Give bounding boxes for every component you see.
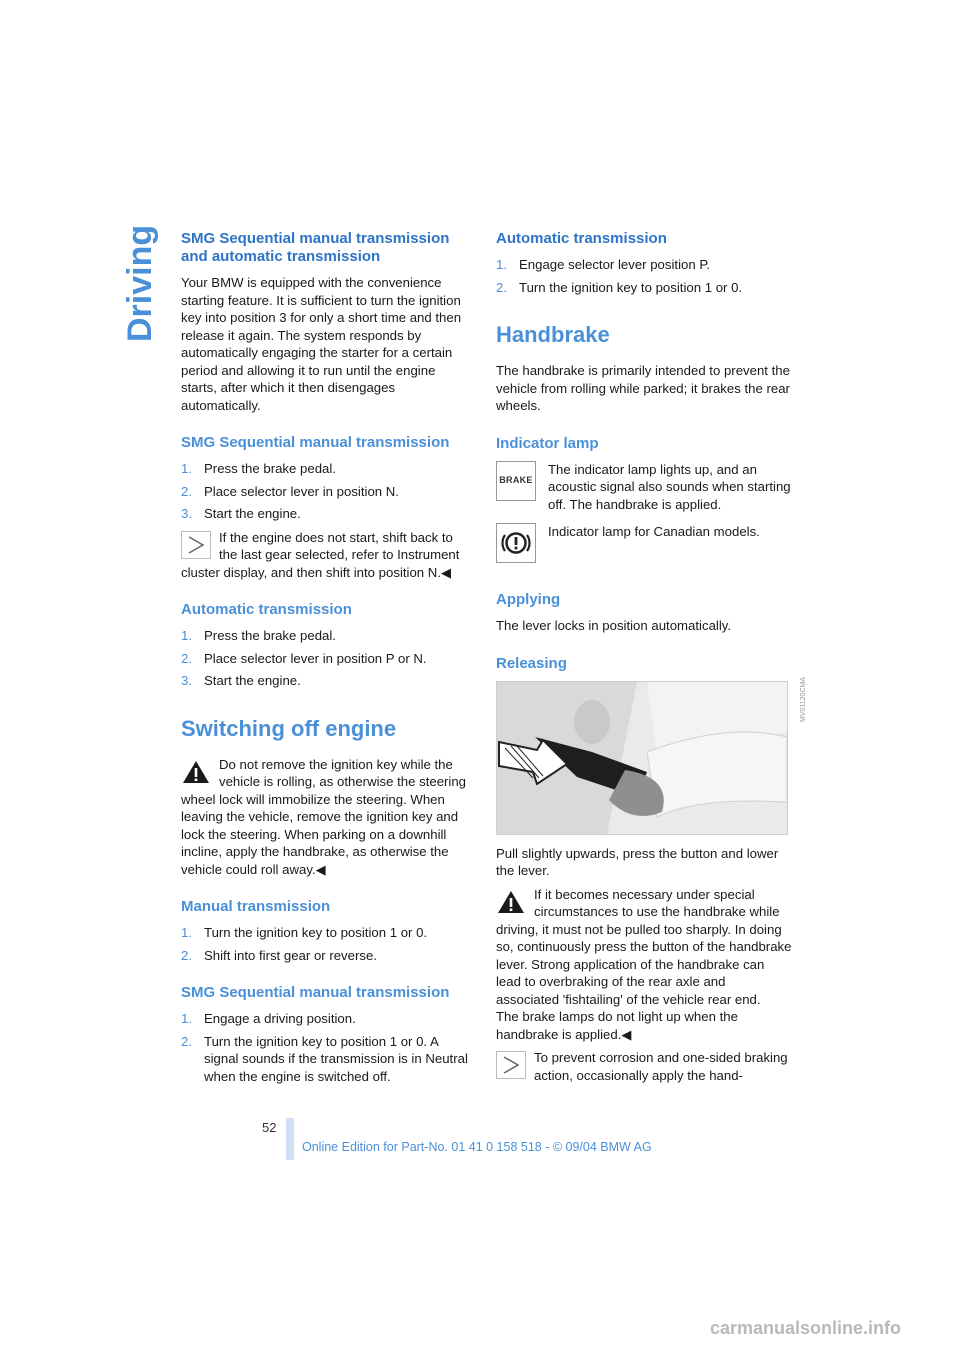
warning-icon — [181, 758, 211, 786]
list-item: 1. Press the brake pedal. — [181, 628, 336, 643]
smg-auto-paragraph: Your BMW is equipped with the convenience starting feature. It is sufficient to turn the ignition key into position 3 for only a short time and then release it again. The system responds by automatically engaging the starter for a certain period and allowing it to run until the engine starts, after which it then disengages automatically. — [181, 275, 462, 413]
list-item: 2. Place selector lever in position N. — [181, 483, 399, 499]
auto-heading-right: Automatic transmission — [496, 230, 667, 247]
note-arrow-icon — [496, 1051, 526, 1079]
left-column — [181, 230, 471, 1091]
releasing-heading: Releasing — [496, 654, 567, 672]
footer-bar — [286, 1118, 294, 1160]
photo-id: MV01120CMA — [800, 676, 807, 722]
page-number: 52 — [262, 1120, 277, 1135]
handbrake-lever-photo — [496, 681, 788, 835]
applying-heading: Applying — [496, 591, 561, 608]
auto-steps-left — [181, 627, 471, 690]
list-item: 2. Turn the ignition key to position 1 or 0. A signal sounds if the transmission is in Neutral when the engine is switched off. — [181, 1033, 468, 1084]
right-column — [496, 230, 792, 1090]
auto-steps-right — [496, 256, 792, 296]
list-item: 1. Engage selector lever position P. — [496, 257, 711, 272]
smg-steps — [181, 460, 471, 523]
manual-heading: Manual transmission — [181, 898, 331, 915]
indicator-heading: Indicator lamp — [496, 434, 599, 452]
releasing-text: Pull slightly upwards, press the button and lower the lever. — [496, 845, 779, 878]
watermark: carmanualsonline.info — [710, 1318, 902, 1338]
list-item: 1. Press the brake pedal. — [181, 461, 336, 476]
smg-note: If the engine does not start, shift back to the last gear selected, refer to Instrument cluster display, and then shift into position N.◀ — [181, 529, 460, 580]
list-item: 2. Shift into first gear or reverse. — [181, 947, 377, 963]
smg-auto-heading: SMG Sequential manual transmission and automatic transmission — [181, 230, 450, 265]
edition-footer: Online Edition for Part-No. 01 41 0 158 518 - © 09/04 BMW AG — [302, 1140, 652, 1154]
indicator-lamp-brake: BRAKE The indicator lamp lights up, and an acoustic signal also sounds when starting off. The handbrake is applied. — [496, 461, 792, 514]
switch-off-warning: Do not remove the ignition key while the vehicle is rolling, as otherwise the steering wheel lock will immobilize the steering. When leaving the vehicle, remove the ignition key and lock the steering. When parking on a downhill incline, apply the handbrake, as otherwise the vehicle could roll away.◀ — [181, 756, 467, 877]
list-item: 2. Place selector lever in position P or N. — [181, 650, 427, 666]
manual-steps — [181, 924, 471, 964]
section-tab-label: Driving — [121, 224, 159, 342]
list-item: 3. Start the engine. — [181, 506, 301, 521]
handbrake-heading: Handbrake — [496, 322, 610, 347]
list-item: 2. Turn the ignition key to position 1 or 0. — [496, 279, 743, 295]
list-item: 1. Engage a driving position. — [181, 1011, 356, 1026]
auto-heading-left: Automatic transmission — [181, 601, 352, 618]
smg2-steps — [181, 1010, 471, 1085]
section-tab — [121, 224, 159, 342]
switching-off-heading: Switching off engine — [181, 715, 397, 741]
warning-icon — [496, 888, 526, 916]
corrosion-note: To prevent corrosion and one-sided braking action, occasionally apply the hand- — [496, 1049, 792, 1084]
releasing-warning: If it becomes necessary under special circumstances to use the handbrake while driving, it must not be pulled too sharply. In doing so, continuously press the button of the handbrake lever. Strong application of the handbrake can lead to overbraking of the rear axle and associated 'fishtailing' of the vehicle rear end. The brake lamps do not light up when the handbrake is applied.◀ — [496, 886, 792, 1042]
handbrake-paragraph: The handbrake is primarily intended to prevent the vehicle from rolling while parked; it brakes the rear wheels. — [496, 363, 790, 413]
smg-heading: SMG Sequential manual transmission — [181, 434, 450, 451]
brake-lamp-icon: BRAKE — [496, 461, 536, 501]
note-arrow-icon — [181, 531, 211, 559]
list-item: 3. Start the engine. — [181, 673, 301, 688]
list-item: 1. Turn the ignition key to position 1 or 0. — [181, 925, 428, 940]
indicator-lamp-canada: Indicator lamp for Canadian models. — [496, 523, 792, 567]
applying-text: The lever locks in position automatically. — [496, 618, 732, 633]
brake-warning-icon — [496, 523, 536, 563]
smg2-heading: SMG Sequential manual transmission — [181, 984, 450, 1001]
